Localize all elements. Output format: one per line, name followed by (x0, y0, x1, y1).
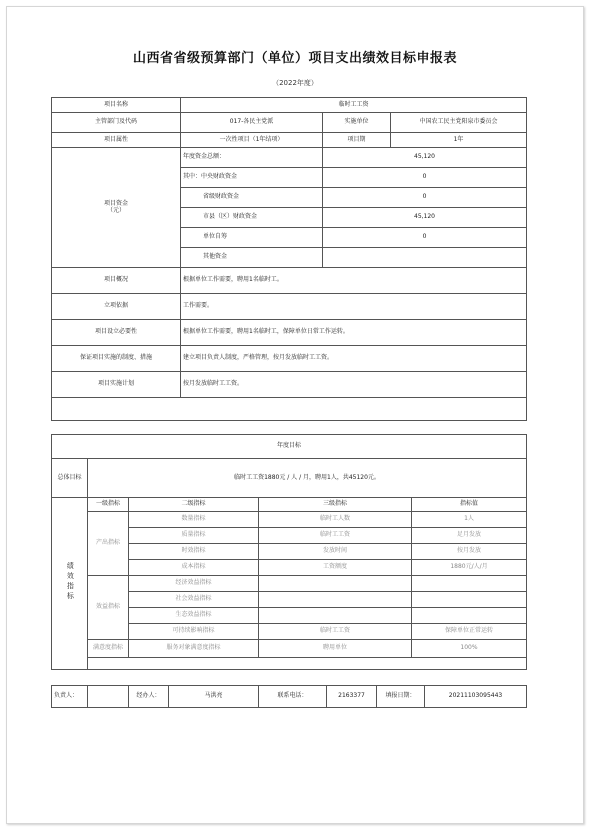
handler-value: 马洪亮 (169, 686, 259, 708)
info-label: 保证项目实施的制度、措施 (52, 346, 181, 372)
handler-label: 经办人： (129, 686, 169, 708)
funds-row-label: 其中：中央财政资金 (181, 168, 323, 188)
date-label: 填报日期： (377, 686, 425, 708)
perf-l2: 成本指标 (129, 560, 259, 576)
perf-value: 按月发放 (412, 544, 527, 560)
funds-row-label: 年度资金总额： (181, 148, 323, 168)
funds-row-value: 45,120 (323, 148, 527, 168)
perf-l2: 生态效益指标 (129, 608, 259, 624)
funds-row-value: 0 (323, 228, 527, 248)
phone-label: 联系电话： (259, 686, 327, 708)
project-name-label: 项目名称 (52, 98, 181, 113)
perf-header-l1: 一级指标 (88, 498, 129, 512)
blank-row (52, 398, 527, 421)
funds-row-label: 省级财政资金 (181, 188, 323, 208)
perf-value (412, 608, 527, 624)
perf-group-output: 产出指标 (88, 512, 129, 576)
funds-row-value: 0 (323, 188, 527, 208)
dept-value: 017-各民主党派 (181, 113, 323, 133)
funds-row-value: 45,120 (323, 208, 527, 228)
perf-l2: 数量指标 (129, 512, 259, 528)
attr-value: 一次性项目（1年结项） (181, 133, 323, 148)
annual-goal-table (51, 434, 527, 498)
overall-goal-label: 总体目标 (52, 459, 88, 498)
perf-header-l3: 三级指标 (259, 498, 412, 512)
funds-row-label: 市县（区）财政资金 (181, 208, 323, 228)
perf-value: 足月发放 (412, 528, 527, 544)
annual-goal-header: 年度目标 (52, 435, 527, 459)
perf-l2: 经济效益指标 (129, 576, 259, 592)
perf-value: 1人 (412, 512, 527, 528)
info-value: 根据单位工作需要，聘用1名临时工。 (181, 268, 527, 294)
perf-l3 (259, 592, 412, 608)
fiscal-year: （2022年度） (272, 79, 318, 87)
leader-value (88, 686, 129, 708)
perf-l2: 质量指标 (129, 528, 259, 544)
perf-l2: 社会效益指标 (129, 592, 259, 608)
funds-row-value (323, 248, 527, 268)
date-value: 20211103095443 (425, 686, 527, 708)
phone-value: 2163377 (327, 686, 377, 708)
perf-side-text: 绩效指标 (66, 562, 75, 603)
perf-header-l2: 二级指标 (129, 498, 259, 512)
performance-table (51, 497, 527, 670)
perf-l3: 临时工工资 (259, 624, 412, 640)
attr-label: 项目属性 (52, 133, 181, 148)
perf-l3: 临时工工资 (259, 528, 412, 544)
funds-row-value: 0 (323, 168, 527, 188)
overall-goal-value: 临时工工资1880元 / 人 / 月，聘用1人，共45120元。 (88, 459, 527, 498)
perf-l2: 可持续影响指标 (129, 624, 259, 640)
project-name-value: 临时工工资 (181, 98, 527, 113)
leader-label: 负责人： (52, 686, 88, 708)
footer-table (51, 685, 527, 708)
page-title: 山西省省级预算部门（单位）项目支出绩效目标申报表 (132, 51, 457, 66)
perf-l3: 工资额度 (259, 560, 412, 576)
perf-group-satisfaction: 满意度指标 (88, 640, 129, 658)
info-value: 工作需要。 (181, 294, 527, 320)
perf-header-value: 指标值 (412, 498, 527, 512)
perf-value (412, 592, 527, 608)
perf-value: 1880元/人/月 (412, 560, 527, 576)
basic-info-table (51, 97, 527, 421)
funds-row-label: 单位自筹 (181, 228, 323, 248)
perf-group-benefit: 效益指标 (88, 576, 129, 640)
perf-value (412, 576, 527, 592)
funds-row-label: 其他资金 (181, 248, 323, 268)
perf-value: 100% (412, 640, 527, 658)
blank-row (88, 658, 527, 670)
perf-l3: 聘用单位 (259, 640, 412, 658)
info-label: 项目设立必要性 (52, 320, 181, 346)
perf-l3 (259, 608, 412, 624)
perf-l2: 服务对象满意度指标 (129, 640, 259, 658)
period-value: 1年 (391, 133, 527, 148)
info-value: 建立项目负责人制度，严格管理，按月发放临时工工资。 (181, 346, 527, 372)
info-label: 项目概况 (52, 268, 181, 294)
info-value: 按月发放临时工工资。 (181, 372, 527, 398)
document-page (6, 6, 584, 824)
perf-l2: 时效指标 (129, 544, 259, 560)
funds-label-text: 项目资金 （元） (103, 199, 128, 214)
perf-l3: 发放时间 (259, 544, 412, 560)
impl-unit-value: 中国农工民主党阳泉市委员会 (391, 113, 527, 133)
info-value: 根据单位工作需要，聘用1名临时工，保障单位日常工作运转。 (181, 320, 527, 346)
perf-l3: 临时工人数 (259, 512, 412, 528)
dept-label: 主管部门及代码 (52, 113, 181, 133)
period-label: 项目期 (323, 133, 391, 148)
info-label: 项目实施计划 (52, 372, 181, 398)
impl-unit-label: 实施单位 (323, 113, 391, 133)
perf-side-label (52, 498, 88, 670)
info-label: 立项依据 (52, 294, 181, 320)
perf-l3 (259, 576, 412, 592)
funds-label (52, 148, 181, 268)
perf-value: 保障单位正常运转 (412, 624, 527, 640)
